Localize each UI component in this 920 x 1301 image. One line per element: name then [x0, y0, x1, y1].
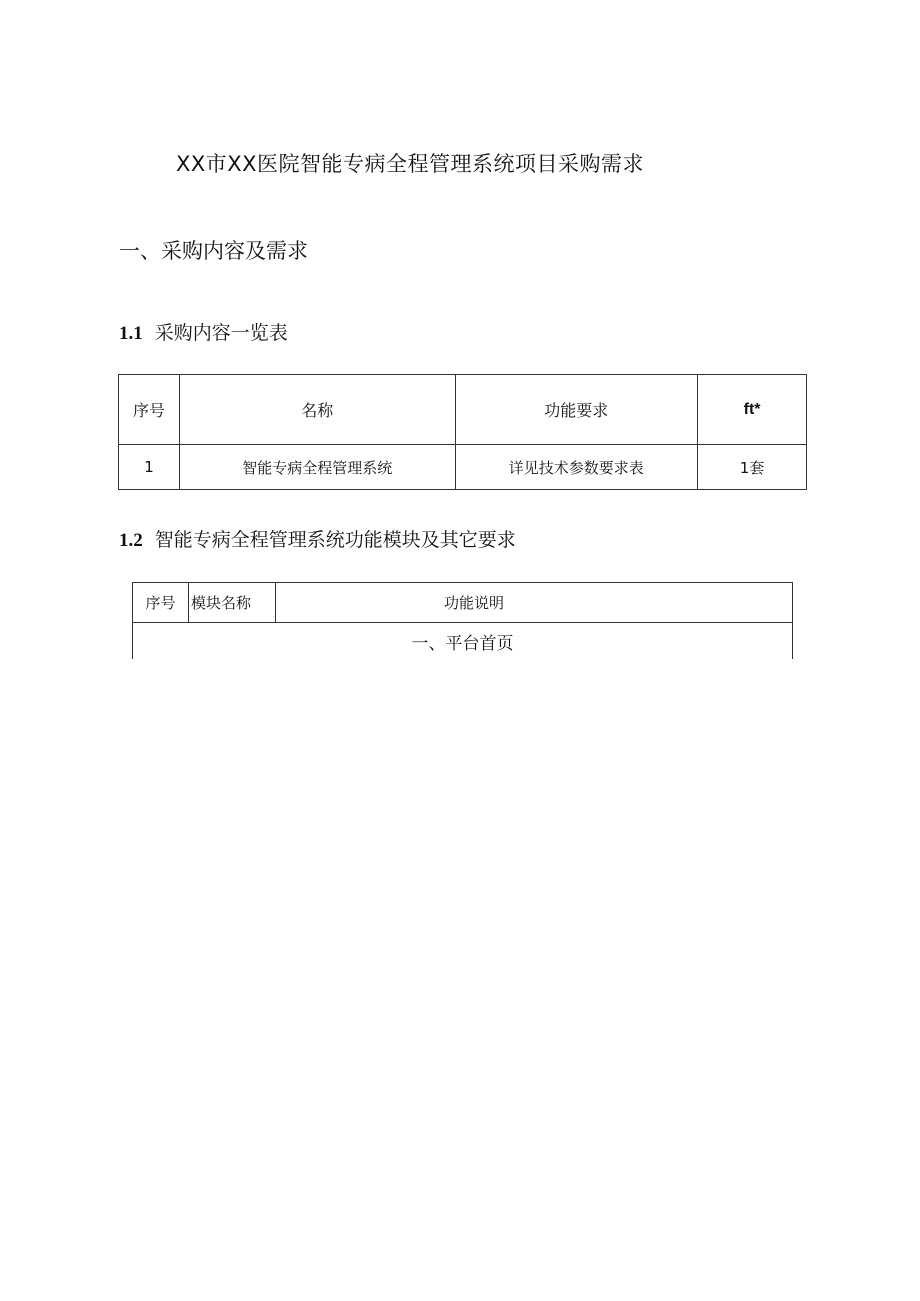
table-header-row: [133, 583, 793, 623]
table-header-row: [119, 375, 807, 445]
subsection-heading-1-1: [119, 318, 288, 345]
header-cell-name: 名称: [179, 375, 455, 445]
section-heading: 一、采购内容及需求: [119, 239, 308, 263]
header-cell-requirements: 功能要求: [455, 375, 698, 445]
module-table: [132, 582, 793, 659]
section-row-title: 一、平台首页: [133, 623, 793, 660]
table-row: [119, 445, 807, 490]
cell-name: 智能专病全程管理系统: [179, 445, 455, 490]
table-section-row: [133, 623, 793, 660]
subsection-title: 采购内容一览表: [154, 322, 288, 344]
subsection-title: 智能专病全程管理系统功能模块及其它要求: [154, 529, 516, 551]
header-cell-description: 功能说明: [276, 583, 793, 623]
procurement-overview-table: [118, 374, 807, 490]
subsection-number: 1.2: [119, 530, 143, 551]
subsection-number: 1.1: [119, 323, 143, 344]
header-cell-module-name: 模块名称: [189, 583, 276, 623]
document-title: XX市XX医院智能专病全程管理系统项目采购需求: [176, 152, 645, 176]
cell-requirements: 详见技术参数要求表: [455, 445, 698, 490]
header-cell-index: 序号: [133, 583, 189, 623]
cell-index: 1: [119, 445, 180, 490]
subsection-heading-1-2: [119, 525, 516, 552]
header-cell-index: 序号: [119, 375, 180, 445]
cell-quantity: 1套: [698, 445, 807, 490]
header-cell-quantity: ft*: [698, 375, 807, 445]
